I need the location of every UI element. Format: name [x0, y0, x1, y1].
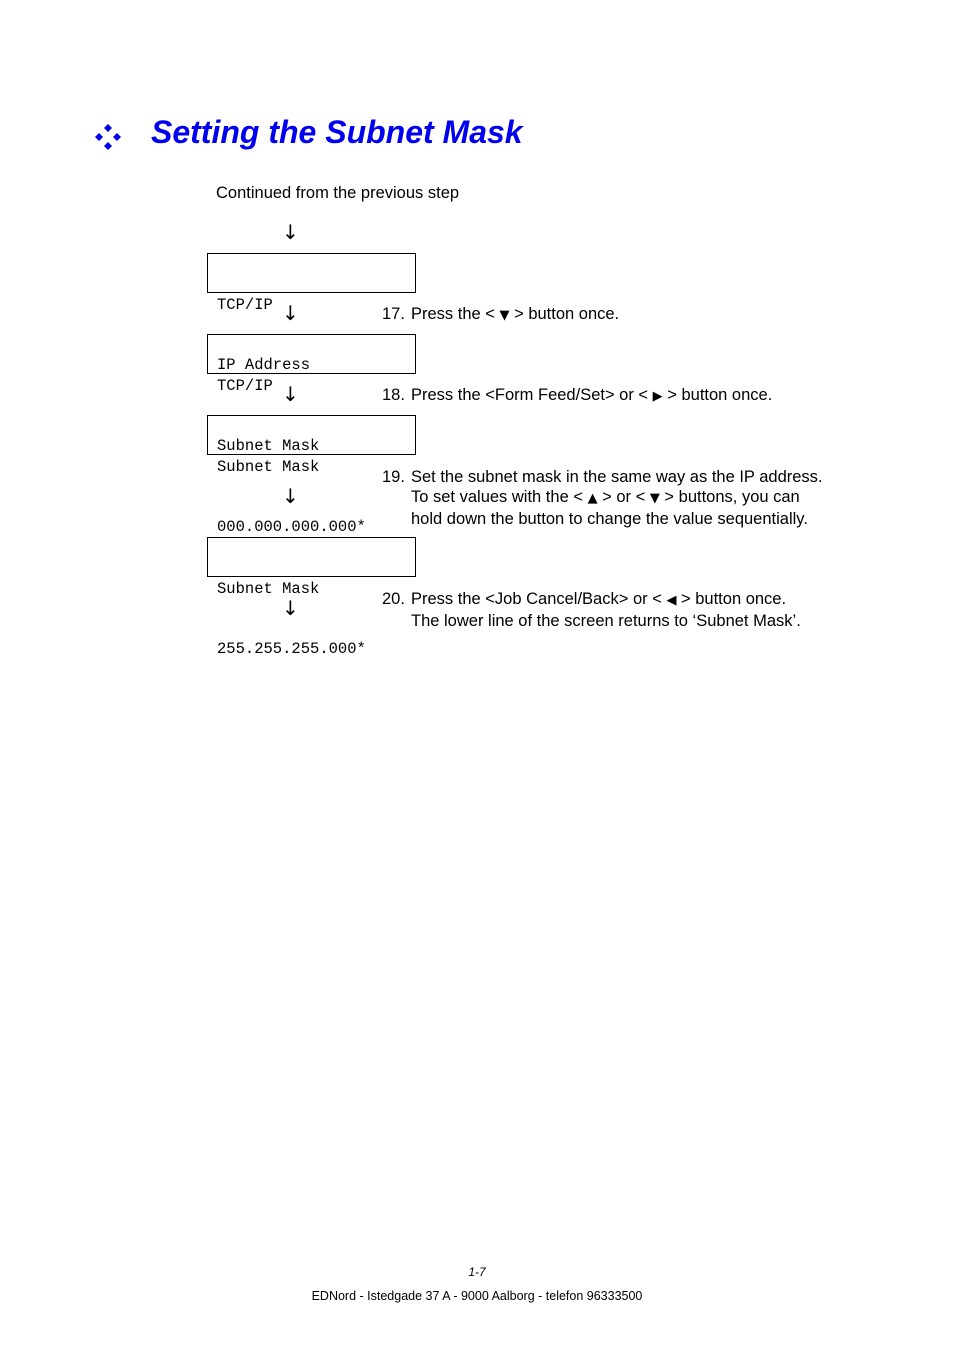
flow-arrow: ↓: [282, 382, 299, 406]
lcd-line-1: Subnet Mask: [217, 458, 320, 476]
step-text: To set values with the <: [411, 488, 588, 506]
step-text: The lower line of the screen returns to ‘Subnet Mask’.: [411, 612, 801, 630]
page-title: Setting the Subnet Mask: [151, 114, 523, 150]
flow-arrow: ↓: [282, 220, 299, 244]
right-triangle-icon: ▶: [652, 389, 663, 404]
lcd-line-2: IP Address: [217, 356, 311, 374]
step-text: > or <: [597, 488, 650, 506]
up-triangle-icon: ▲: [587, 491, 598, 506]
step-20: [382, 589, 801, 631]
step-number: 20.: [382, 590, 405, 608]
step-text: Press the <Job Cancel/Back> or <: [411, 590, 667, 608]
step-18: [382, 385, 772, 407]
step-17: [382, 304, 619, 326]
step-number: 19.: [382, 468, 405, 486]
step-text: Set the subnet mask in the same way as the IP address.: [411, 468, 823, 486]
page-footer: EDNord - Istedgade 37 A - 9000 Aalborg - telefon 96333500: [311, 1289, 643, 1303]
step-number: 18.: [382, 386, 405, 404]
intro-text: Continued from the previous step: [216, 184, 460, 202]
step-text: > button once.: [509, 305, 620, 323]
step-text: Press the <: [411, 305, 500, 323]
page-number: 1-7: [468, 1265, 486, 1279]
lcd-line-1: TCP/IP: [217, 296, 273, 314]
left-triangle-icon: ◀: [666, 593, 677, 608]
lcd-line-1: Subnet Mask: [217, 580, 320, 598]
lcd-line-2: Subnet Mask: [217, 437, 320, 455]
lcd-line-2: 255.255.255.000*: [217, 640, 366, 658]
step-text: > button once.: [676, 590, 787, 608]
four-diamond-bullet-icon: [94, 123, 122, 151]
step-19: [382, 467, 823, 529]
step-text: > button once.: [662, 386, 773, 404]
step-text: Press the <Form Feed/Set> or <: [411, 386, 653, 404]
down-triangle-icon: ▼: [499, 308, 510, 323]
flow-arrow: ↓: [282, 301, 299, 325]
lcd-line-1: TCP/IP: [217, 377, 273, 395]
down-triangle-icon: ▼: [649, 491, 660, 506]
step-text: hold down the button to change the value sequentially.: [411, 510, 808, 528]
flow-arrow: ↓: [282, 484, 299, 508]
step-text: > buttons, you can: [659, 488, 800, 506]
step-number: 17.: [382, 305, 405, 323]
flow-arrow: ↓: [282, 596, 299, 620]
lcd-line-2: 000.000.000.000*: [217, 518, 366, 536]
